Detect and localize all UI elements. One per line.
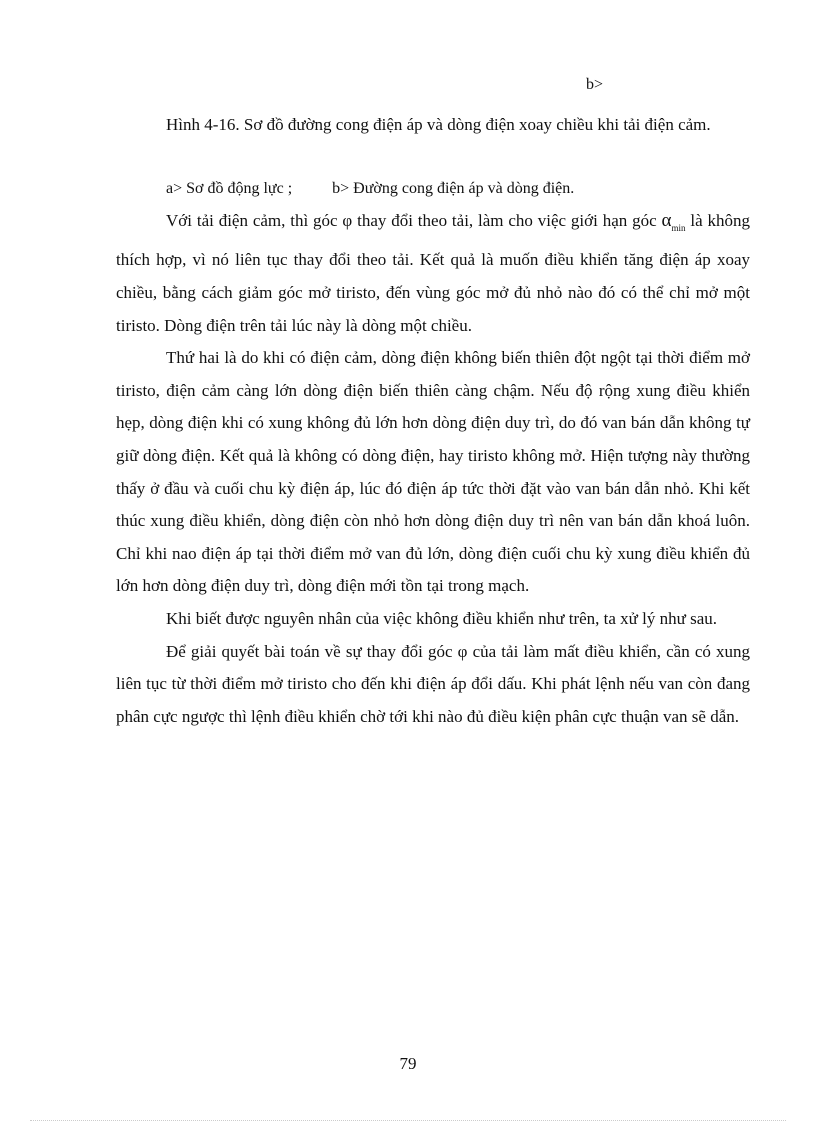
paragraph-1-start: Với tải điện cảm, thì góc φ thay đổi theo tải, làm cho việc giới hạn góc [166, 211, 662, 230]
figure-caption: Hình 4-16. Sơ đồ đường cong điện áp và dòng điện xoay chiều khi tải điện cảm. [166, 115, 711, 134]
page-bottom-rule [30, 1120, 786, 1121]
alpha-symbol: α [661, 210, 672, 231]
paragraph-1 [116, 205, 750, 342]
alpha-min-symbol [662, 210, 686, 231]
page-number: 79 [399, 1054, 417, 1073]
figure-panel-label: b> [586, 76, 604, 93]
paragraph-4: Để giải quyết bài toán về sự thay đổi góc φ của tải làm mất điều khiển, cần có xung liên tục từ thời điểm mở tiristo cho đến khi điện áp đổi dấu. Khi phát lệnh nếu van còn đang phân cực ngược thì lệnh điều khiển chờ tới khi nào đủ điều kiện phân cực thuận van sẽ dẫn. [116, 641, 750, 726]
paragraph-2: Thứ hai là do khi có điện cảm, dòng điện không biến thiên đột ngột tại thời điểm mở tiristo, điện cảm càng lớn dòng điện biến thiên càng chậm. Nếu độ rộng xung điều khiển hẹp, dòng điện khi có xung không đủ lớn hơn dòng điện duy trì, do đó van bán dẫn không tự giữ dòng điện. Kết quả là không có dòng điện, hay tiristo không mở. Hiện tượng này thường thấy ở đầu và cuối chu kỳ điện áp, lúc đó điện áp tức thời đặt vào van bán dẫn nhỏ. Khi kết thúc xung điều khiển, dòng điện còn nhỏ hơn dòng điện duy trì nên van bán dẫn khoá luôn. Chỉ khi nao điện áp tại thời điểm mở van đủ lớn, dòng điện cuối chu kỳ xung điều khiển đủ lớn hơn dòng điện duy trì, dòng điện mới tồn tại trong mạch. [116, 348, 750, 596]
body-text [116, 205, 750, 733]
alpha-subscript: min [671, 222, 686, 233]
figure-subcaption: a> Sơ đồ động lực ; b> Đường cong điện áp và dòng điện. [166, 180, 575, 197]
paragraph-3: Khi biết được nguyên nhân của việc không điều khiển như trên, ta xử lý như sau. [166, 608, 717, 628]
paragraph-1-end: là không thích hợp, vì nó liên tục thay đổi theo tải. Kết quả là muốn điều khiển tăng điện áp xoay chiều, bằng cách giảm góc mở tiristo, đến vùng góc mở đủ nhỏ nào đó có thể chỉ mở một tiristo. Dòng điện trên tải lúc này là dòng một chiều. [116, 211, 750, 335]
